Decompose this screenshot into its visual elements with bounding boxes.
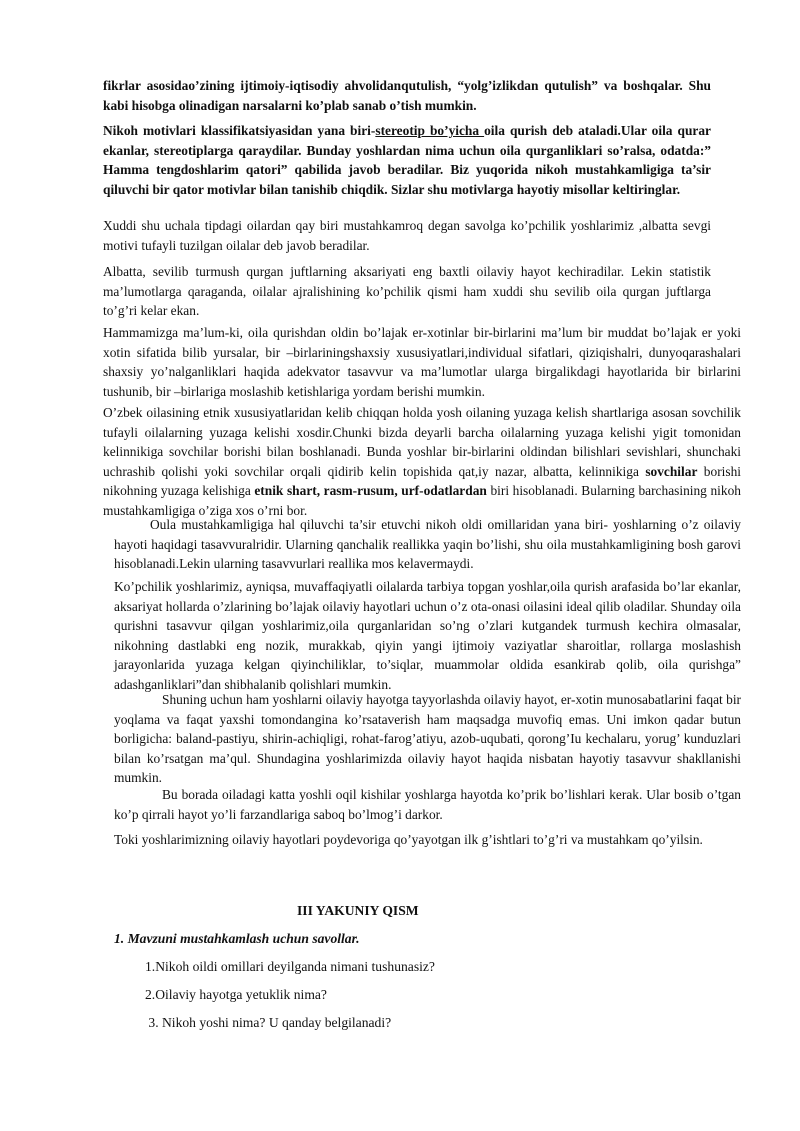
paragraph-10-text: Bu borada oiladagi katta yoshli oqil kishilar yoshlarga hayotda ko’prik bo’lishlari kerak. Ular bosib o’tgan ko’p qirrali hayot yo’li farzandlariga saboq bo’lmog’i darkor. — [114, 787, 741, 822]
paragraph-3 — [103, 216, 711, 255]
question-item-3: 3. Nikoh yoshi nima? U qanday belgilanadi? — [145, 1015, 392, 1030]
paragraph-11 — [114, 830, 741, 850]
paragraph-7-text: Oula mustahkamligiga hal qiluvchi ta’sir etuvchi nikoh oldi omillaridan yana biri- yoshlarning o’z oilaviy hayoti haqidagi tasavvuralridir. Ularning qanchalik reallikka yaqin bo’lishi, shu oila mustahkamligining bosh garovi hisoblanadi.Lekin ularning tasavvurlari reallika mos kelavermaydi. — [114, 517, 741, 572]
paragraph-6 — [103, 403, 741, 521]
paragraph-4-text: Albatta, sevilib turmush qurgan juftlarning aksariyati eng baxtli oilaviy hayot kechiradilar. Lekin statistik ma’lumotlarga qaraganda, oilalar ajralishining ko’pchilik qismi ham xuddi shu sevilib oila qurgan juftlarga to’g’ri kelar ekan. — [103, 264, 711, 319]
paragraph-3-text: Xuddi shu uchala tipdagi oilardan qay biri mustahkamroq degan savolga ko’pchilik yoshlarimiz ,albatta sevgi motivi tufayli tuzilgan oilalar deb javob beradilar. — [103, 218, 711, 253]
paragraph-5 — [103, 323, 741, 401]
paragraph-2-underlined: stereotip bo’yicha — [375, 123, 485, 138]
paragraph-4 — [103, 262, 711, 321]
paragraph-2-text-a: Nikoh motivlari klassifikatsiyasidan yana biri- — [103, 123, 376, 138]
question-item-1: 1.Nikoh oildi omillari deyilganda nimani tushunasiz? — [145, 959, 435, 974]
paragraph-2 — [103, 121, 711, 199]
paragraph-8-text: Ko’pchilik yoshlarimiz, ayniqsa, muvaffaqiyatli oilalarda tarbiya topgan yoshlar,oila qurish arafasida bo’lar ekanlar, aksariyat hollarda o’zlarining bo’lajak oilaviy hayotlari uchun o’z ota-onasi oilasini ideal qilib oladilar. Shunday oila qurishni tasavvur qilgan yoshlarimiz,oila qurganlaridan so’ng o’zlari kutgandek turmush kechira olmasalar, nikohning dastlabki eng nozik, murakkab, qiyin yangi ijtimoiy vaziyatlar sharoitlar, rollarga moslashish jarayonlarida yuzaga kelgan qiyinchiliklar, to’siqlar, muammolar oldida esankirab qolib, oila qurishga” adashganliklari”dan shibhalanib qolishlari mumkin. — [114, 579, 741, 692]
paragraph-11-text: Toki yoshlarimizning oilaviy hayotlari poydevoriga qo’yayotgan ilk g’ishtlari to’g’ri va mustahkam qo’yilsin. — [114, 832, 703, 847]
paragraph-6-text-c: borishi nikohning yuzaga kelishiga — [103, 463, 741, 499]
paragraph-8 — [114, 577, 741, 695]
section-subheading: 1. Mavzuni mustahkamlash uchun savollar. — [114, 931, 360, 946]
paragraph-1-text: fikrlar asosidao’zining ijtimoiy-iqtisodiy ahvolidanqutulish, “yolg’izlikdan qutulish” va boshqalar. Shu kabi hisobga olinadigan narsalarni ko’plab sanab o’tish mumkin. — [103, 78, 711, 113]
paragraph-6-bold-1: sovchilar — [645, 463, 698, 479]
question-item-2: 2.Oilaviy hayotga yetuklik nima? — [145, 987, 327, 1002]
paragraph-6-text-d: biri hisoblanadi. Bularning barchasining nikoh mustahkamligiga o’ziga xos o’rni bor. — [103, 483, 741, 518]
paragraph-9 — [114, 690, 741, 788]
paragraph-7 — [114, 515, 741, 574]
paragraph-5-text: Hammamizga ma’lum-ki, oila qurishdan oldin bo’lajak er-xotinlar bir-birlarini ma’lum bir muddat bo’lajak er yoki xotin sifatida bilib yursalar, bir –birlariningshaxsiy xususiyatlari,individual sifatlari, qiziqishalri, dunyoqarashalari shaxsiy yo’nalganliklari haqida adekvator tasavvur va ma’lumotlar ularga birgalikdagi hayotlarida bir birlarini tushunib, bir –birlariga moslashib ketishlariga yordam berishi mumkin. — [103, 325, 741, 399]
paragraph-6-text-a: O’zbek oilasining etnik xususiyatlaridan kelib chiqqan holda yosh oilaning yuzaga kelish shartlariga asosan sovchilik tufayli oilalarning yuzaga kelishi xosdir.Chunki bizda deyarli barcha oilalarning yuzaga kelishi yigit tomonidan kelinnikiga sovchilar borishi bilan boshlanadi. Bunda yoshlar bir-birlarini oldindan bilishlari sevishlari, shunchaki uchrashib qolishi yoki sovchilar orqali qidirib kelin topishida qat,iy nazar, albatta, kelinnikiga — [103, 405, 741, 479]
paragraph-2-text-b: oila qurish deb ataladi.Ular oila qurar ekanlar, stereotiplarga qaraydilar. Bunday yoshlardan nima uchun oila qurganliklari so’ralsa, odatda:” Hamma tengdoshlarim qatori” qabilida javob beradilar. Biz yuqorida nikoh mustahkamligiga ta’sir qiluvchi bir qator motivlar bilan tanishib chiqdik. Sizlar shu motivlarga hayotiy misollar keltiringlar. — [103, 123, 712, 197]
paragraph-9-text: Shuning uchun ham yoshlarni oilaviy hayotga tayyorlashda oilaviy hayot, er-xotin munosabatlarini faqat bir yoqlama va faqat yaxshi tomondangina ko’rsataverish ham maqsadga muvofiq emas. Uni imkon qadar butun borligicha: baland-pastiyu, shirin-achiqligi, rohat-farog’atiyu, azob-uqubati, qorong’Iu kechalaru, yorug’ kunduzlari bilan ko’rsatgan ma’qul. Shundagina yoshlarimizda oilaviy hayot haqida nisbatan hayotiy tasavvur shakllanishi mumkin. — [114, 692, 741, 786]
paragraph-10 — [114, 785, 741, 824]
paragraph-1 — [103, 76, 711, 115]
paragraph-6-bold-2: etnik shart, rasm-rusum, urf-odatlardan — [254, 483, 487, 499]
section-heading: III YAKUNIY QISM — [297, 903, 419, 918]
